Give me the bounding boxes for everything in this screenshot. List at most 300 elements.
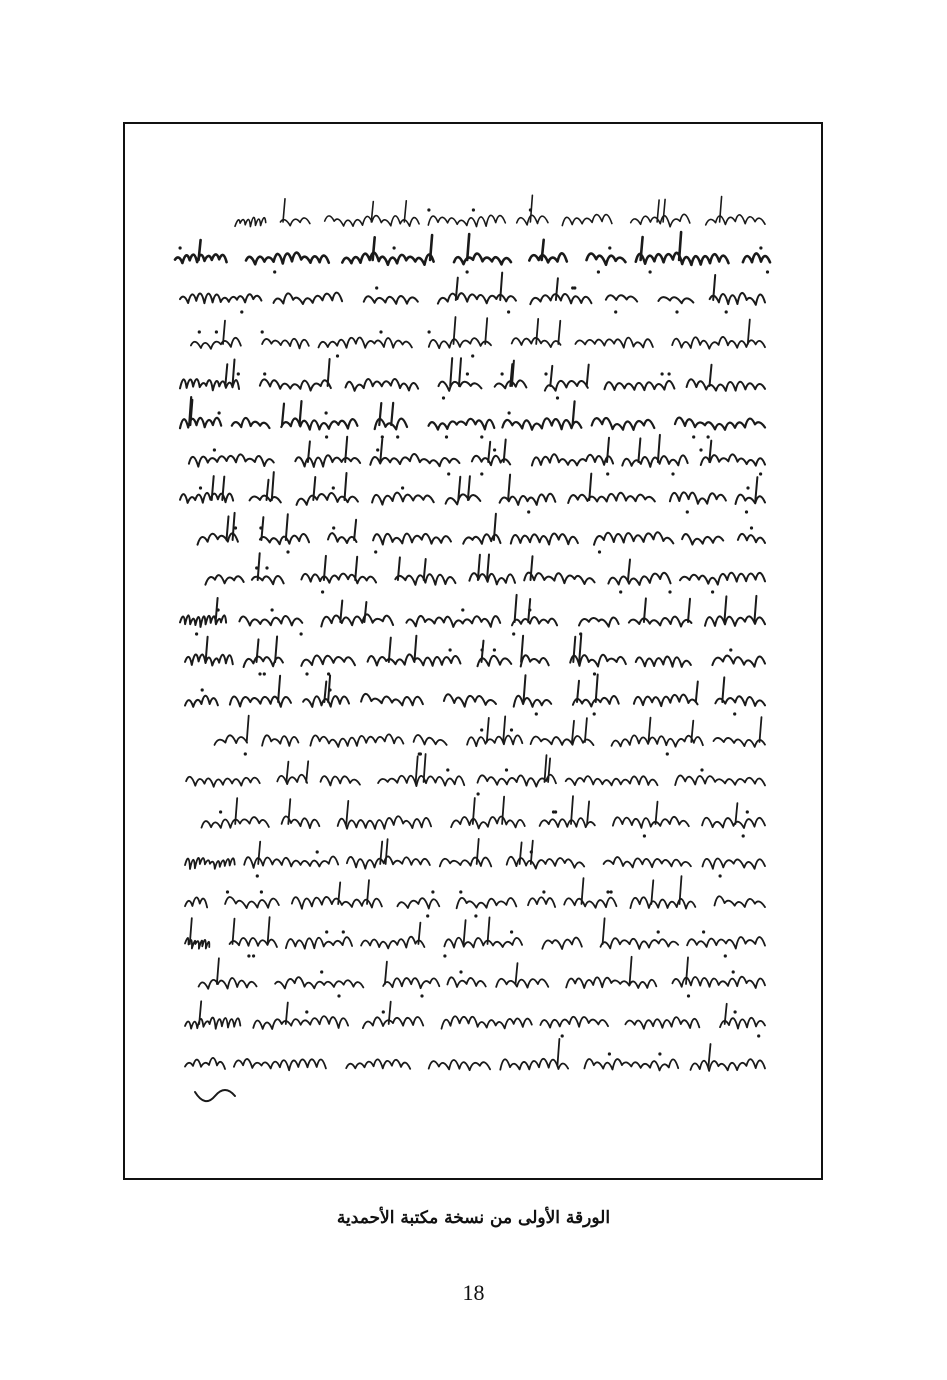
- handwritten-dot: [501, 372, 504, 375]
- handwritten-word-stroke: [625, 1017, 699, 1029]
- handwritten-dot: [213, 448, 216, 451]
- handwritten-word-stroke: [185, 858, 235, 869]
- handwritten-ascender-stroke: [607, 438, 609, 462]
- handwritten-word-stroke: [292, 897, 382, 909]
- handwritten-word-stroke: [180, 418, 221, 428]
- handwritten-dot: [606, 890, 609, 893]
- handwritten-ascender-stroke: [328, 359, 330, 386]
- handwritten-ascender-stroke: [663, 199, 665, 222]
- handwritten-word-stroke: [414, 735, 447, 745]
- handwritten-word-stroke: [275, 977, 363, 988]
- handwritten-word-stroke: [703, 858, 766, 868]
- handwritten-ascender-stroke: [424, 754, 426, 782]
- handwritten-ascender-stroke: [286, 762, 288, 782]
- handwritten-word-stroke: [205, 575, 243, 585]
- handwritten-ascender-stroke: [724, 596, 726, 622]
- handwritten-dot: [445, 435, 448, 438]
- handwritten-dot: [745, 510, 748, 513]
- handwritten-dot: [481, 648, 484, 651]
- handwritten-word-stroke: [528, 897, 555, 907]
- handwritten-ascender-stroke: [628, 560, 630, 581]
- handwritten-dot: [418, 752, 421, 755]
- handwritten-dot: [657, 930, 660, 933]
- handwritten-dot: [724, 954, 727, 957]
- handwritten-word-stroke: [346, 379, 419, 391]
- handwritten-dot: [252, 954, 255, 957]
- handwritten-word-stroke: [738, 534, 765, 543]
- handwritten-ascender-stroke: [450, 358, 452, 386]
- handwritten-word-stroke: [687, 379, 765, 391]
- handwritten-dot: [649, 270, 652, 273]
- handwritten-dot: [675, 310, 678, 313]
- handwritten-word-stroke: [372, 493, 434, 505]
- handwritten-word-stroke: [512, 617, 557, 625]
- handwritten-dot: [593, 672, 596, 675]
- handwritten-ascender-stroke: [587, 801, 589, 824]
- handwritten-ascender-stroke: [488, 442, 490, 462]
- handwritten-dot: [707, 435, 710, 438]
- handwritten-word-stroke: [321, 614, 393, 626]
- handwritten-word-stroke: [720, 1018, 765, 1029]
- handwritten-dot: [529, 208, 532, 211]
- handwritten-dot: [258, 672, 261, 675]
- handwritten-word-stroke: [262, 339, 309, 349]
- handwritten-word-stroke: [622, 455, 687, 466]
- handwritten-ascender-stroke: [536, 319, 538, 344]
- handwritten-ascender-stroke: [386, 839, 388, 864]
- handwritten-word-stroke: [568, 493, 655, 503]
- handwritten-dot: [512, 632, 515, 635]
- handwritten-word-stroke: [364, 296, 418, 304]
- handwritten-ascender-stroke: [558, 321, 560, 344]
- handwritten-dot: [658, 1052, 661, 1055]
- handwritten-ascender-stroke: [286, 514, 288, 540]
- handwritten-dot: [493, 448, 496, 451]
- handwritten-word-stroke: [579, 617, 619, 626]
- handwritten-word-stroke: [186, 777, 260, 787]
- handwritten-word-stroke: [250, 496, 281, 503]
- handwritten-word-stroke: [584, 1059, 678, 1070]
- handwritten-manuscript-image: [125, 124, 821, 1178]
- handwritten-word-stroke: [714, 738, 766, 747]
- handwritten-word-stroke: [429, 338, 491, 348]
- handwritten-ascender-stroke: [754, 596, 756, 622]
- handwritten-dot: [508, 411, 511, 414]
- handwritten-word-stroke: [682, 534, 723, 545]
- handwritten-ascender-stroke: [391, 403, 393, 425]
- handwritten-word-stroke: [185, 1018, 240, 1029]
- handwritten-dot: [556, 396, 559, 399]
- handwritten-ascender-stroke: [587, 365, 589, 386]
- handwritten-word-stroke: [429, 419, 495, 430]
- handwritten-ascender-stroke: [485, 318, 487, 344]
- handwritten-word-stroke: [705, 616, 765, 626]
- handwritten-word-stroke: [230, 938, 277, 947]
- handwritten-dot: [750, 526, 753, 529]
- handwritten-dot: [446, 768, 449, 771]
- handwritten-word-stroke: [428, 215, 505, 226]
- handwritten-ascender-stroke: [385, 962, 387, 984]
- handwritten-dot: [480, 728, 483, 731]
- handwritten-dot: [530, 850, 533, 853]
- handwritten-word-stroke: [440, 858, 491, 867]
- handwritten-dot: [342, 930, 345, 933]
- handwritten-dot: [610, 890, 613, 893]
- handwritten-dot: [234, 526, 237, 529]
- handwritten-dot: [215, 330, 218, 333]
- handwritten-dot: [286, 550, 289, 553]
- handwritten-word-stroke: [529, 253, 567, 262]
- handwritten-dot: [668, 590, 671, 593]
- handwritten-dot: [420, 994, 423, 997]
- handwritten-dot: [474, 914, 477, 917]
- handwritten-word-stroke: [301, 655, 355, 665]
- handwritten-dot: [305, 672, 308, 675]
- handwritten-dot: [201, 688, 204, 691]
- handwritten-word-stroke: [406, 616, 500, 627]
- handwritten-ascender-stroke: [520, 842, 522, 864]
- handwritten-ascender-stroke: [212, 476, 214, 500]
- handwritten-dot: [700, 768, 703, 771]
- handwritten-word-stroke: [454, 254, 511, 265]
- handwritten-ascender-stroke: [258, 842, 260, 864]
- handwritten-word-stroke: [185, 1058, 225, 1069]
- handwritten-ascender-stroke: [582, 878, 584, 904]
- handwritten-dot: [316, 850, 319, 853]
- handwritten-ascender-stroke: [545, 755, 547, 782]
- page-number: 18: [462, 1280, 485, 1305]
- handwritten-word-stroke: [180, 379, 239, 390]
- handwritten-word-stroke: [629, 617, 692, 627]
- handwritten-word-stroke: [185, 696, 218, 707]
- handwritten-word-stroke: [613, 817, 689, 828]
- handwritten-dot: [247, 954, 250, 957]
- handwritten-dot: [300, 632, 303, 635]
- handwritten-dot: [325, 930, 328, 933]
- handwritten-ascender-stroke: [515, 595, 517, 622]
- handwritten-word-stroke: [604, 857, 691, 867]
- handwritten-dot: [376, 448, 379, 451]
- handwritten-word-stroke: [601, 938, 679, 949]
- handwritten-ascender-stroke: [516, 963, 518, 984]
- handwritten-dot: [461, 608, 464, 611]
- handwritten-dot: [729, 648, 732, 651]
- handwritten-word-stroke: [185, 654, 233, 665]
- handwritten-dot: [472, 208, 475, 211]
- handwritten-dot: [757, 1034, 760, 1037]
- handwritten-dot: [240, 310, 243, 313]
- handwritten-word-stroke: [282, 816, 320, 828]
- handwritten-word-stroke: [566, 776, 658, 785]
- handwritten-ascender-stroke: [233, 919, 235, 944]
- handwritten-dot: [734, 1010, 737, 1013]
- handwritten-ascender-stroke: [760, 717, 762, 742]
- handwritten-dot: [759, 246, 762, 249]
- handwritten-ascender-stroke: [710, 365, 712, 386]
- handwritten-ascender-stroke: [542, 240, 544, 260]
- handwritten-word-stroke: [511, 534, 578, 545]
- handwritten-dot: [375, 286, 378, 289]
- handwritten-word-stroke: [502, 418, 581, 429]
- handwritten-word-stroke: [239, 616, 302, 625]
- handwritten-word-stroke: [444, 938, 522, 948]
- handwritten-word-stroke: [180, 615, 226, 627]
- handwritten-dot: [643, 834, 646, 837]
- handwritten-dot: [396, 435, 399, 438]
- handwritten-word-stroke: [514, 696, 552, 707]
- handwritten-word-stroke: [715, 896, 766, 907]
- handwritten-ascender-stroke: [508, 475, 510, 500]
- handwritten-dot: [321, 590, 324, 593]
- handwritten-ascender-stroke: [346, 801, 348, 824]
- handwritten-word-stroke: [383, 978, 439, 988]
- handwritten-word-stroke: [346, 1059, 410, 1068]
- handwritten-word-stroke: [397, 898, 439, 908]
- handwritten-dot: [259, 526, 262, 529]
- handwritten-ascender-stroke: [257, 639, 259, 662]
- handwritten-word-stroke: [594, 532, 673, 545]
- handwritten-dot: [535, 712, 538, 715]
- handwritten-word-stroke: [710, 293, 765, 305]
- handwritten-ascender-stroke: [199, 1001, 201, 1024]
- handwritten-dot: [733, 712, 736, 715]
- handwritten-dot: [332, 526, 335, 529]
- handwritten-word-stroke: [670, 492, 726, 503]
- handwritten-word-stroke: [378, 776, 464, 786]
- handwritten-word-stroke: [634, 695, 698, 706]
- handwritten-ascender-stroke: [548, 758, 550, 782]
- handwritten-word-stroke: [451, 816, 525, 828]
- handwritten-ascender-stroke: [630, 957, 632, 984]
- handwritten-ascender-stroke: [217, 958, 219, 984]
- handwritten-word-stroke: [281, 418, 357, 429]
- handwritten-ascender-stroke: [688, 599, 690, 622]
- handwritten-word-stroke: [277, 775, 307, 784]
- handwritten-dot: [218, 411, 221, 414]
- handwritten-ascender-stroke: [247, 716, 249, 742]
- handwritten-dot: [325, 411, 328, 414]
- handwritten-dot: [427, 208, 430, 211]
- handwritten-word-stroke: [189, 454, 274, 466]
- handwritten-word-stroke: [342, 253, 433, 265]
- handwritten-dot: [260, 890, 263, 893]
- handwritten-dot: [507, 310, 510, 313]
- handwritten-dot: [746, 486, 749, 489]
- handwritten-word-stroke: [743, 253, 770, 262]
- handwritten-dot: [325, 435, 328, 438]
- handwritten-word-stroke: [564, 898, 616, 908]
- handwritten-dot: [265, 566, 268, 569]
- handwritten-ascender-stroke: [603, 918, 605, 944]
- handwritten-dot: [711, 590, 714, 593]
- handwritten-dot: [374, 550, 377, 553]
- handwritten-ascender-stroke: [709, 1044, 711, 1066]
- handwritten-word-stroke: [225, 897, 279, 908]
- handwritten-ascender-stroke: [424, 559, 426, 580]
- handwritten-word-stroke: [540, 1017, 608, 1028]
- handwritten-word-stroke: [691, 1059, 766, 1071]
- handwritten-ascender-stroke: [467, 234, 469, 260]
- handwritten-dot: [459, 890, 462, 893]
- handwritten-dot: [493, 648, 496, 651]
- handwritten-word-stroke: [606, 295, 637, 301]
- handwritten-dot: [337, 994, 340, 997]
- handwritten-dot: [393, 246, 396, 249]
- handwritten-word-stroke: [246, 253, 329, 265]
- handwritten-dot: [661, 372, 664, 375]
- handwritten-dot: [447, 472, 450, 475]
- handwritten-word-stroke: [672, 337, 765, 349]
- handwritten-ascender-stroke: [550, 366, 552, 386]
- handwritten-word-stroke: [702, 818, 765, 828]
- handwritten-ascender-stroke: [354, 520, 356, 540]
- handwritten-ascender-stroke: [596, 675, 598, 703]
- handwritten-ascender-stroke: [340, 601, 342, 623]
- handwritten-word-stroke: [180, 493, 233, 503]
- handwritten-ascender-stroke: [300, 401, 302, 425]
- handwritten-word-stroke: [736, 495, 766, 504]
- handwritten-dot: [686, 510, 689, 513]
- handwritten-dot: [199, 486, 202, 489]
- handwritten-word-stroke: [608, 573, 670, 585]
- handwritten-dot: [255, 566, 258, 569]
- handwritten-ascender-stroke: [283, 199, 285, 222]
- handwritten-word-stroke: [199, 978, 257, 989]
- handwritten-word-stroke: [542, 938, 582, 949]
- handwritten-ascender-stroke: [696, 682, 698, 703]
- handwritten-word-stroke: [631, 214, 690, 226]
- handwritten-word-stroke: [230, 697, 291, 707]
- handwritten-word-stroke: [191, 338, 241, 349]
- handwritten-dot: [725, 310, 728, 313]
- handwritten-dot: [692, 435, 695, 438]
- handwritten-dot: [256, 874, 259, 877]
- handwritten-dot: [480, 435, 483, 438]
- handwritten-word-stroke: [180, 294, 261, 304]
- handwritten-dot: [271, 608, 274, 611]
- handwritten-word-stroke: [587, 254, 626, 265]
- handwritten-dot: [702, 930, 705, 933]
- handwritten-ascender-stroke: [272, 472, 274, 500]
- handwritten-dot: [732, 970, 735, 973]
- handwritten-word-stroke: [521, 655, 549, 666]
- handwritten-ascender-stroke: [364, 602, 366, 622]
- handwritten-dot: [273, 270, 276, 273]
- handwritten-dot: [401, 486, 404, 489]
- handwritten-word-stroke: [262, 735, 298, 746]
- handwritten-word-stroke: [612, 735, 703, 746]
- handwritten-word-stroke: [467, 735, 522, 746]
- handwritten-word-stroke: [260, 379, 331, 390]
- handwritten-word-stroke: [712, 656, 765, 667]
- handwritten-dot: [671, 472, 674, 475]
- handwritten-dot: [528, 608, 531, 611]
- handwritten-word-stroke: [636, 253, 729, 265]
- handwritten-ascender-stroke: [656, 802, 658, 824]
- handwritten-ascender-stroke: [416, 756, 418, 782]
- handwritten-word-stroke: [185, 897, 207, 907]
- handwritten-word-stroke: [303, 696, 349, 707]
- handwritten-word-stroke: [235, 217, 266, 226]
- handwritten-ascender-stroke: [585, 718, 587, 742]
- handwritten-word-stroke: [361, 937, 424, 949]
- handwritten-word-stroke: [338, 816, 431, 829]
- handwritten-ascender-stroke: [278, 676, 280, 702]
- handwritten-dot: [510, 930, 513, 933]
- handwritten-dot: [573, 286, 576, 289]
- handwritten-dot: [466, 270, 469, 273]
- handwritten-dot: [381, 435, 384, 438]
- handwritten-word-stroke: [605, 381, 675, 390]
- handwritten-dot: [699, 448, 702, 451]
- handwritten-word-stroke: [319, 337, 412, 347]
- handwritten-word-stroke: [575, 338, 652, 348]
- handwritten-dot: [442, 396, 445, 399]
- handwritten-word-stroke: [530, 294, 591, 304]
- handwritten-ascender-stroke: [227, 516, 229, 540]
- handwritten-word-stroke: [675, 775, 765, 785]
- handwritten-word-stroke: [280, 218, 310, 226]
- handwritten-word-stroke: [507, 857, 584, 869]
- handwritten-dot: [237, 372, 240, 375]
- handwritten-word-stroke: [347, 856, 430, 868]
- handwritten-dot: [480, 472, 483, 475]
- handwritten-ascender-stroke: [573, 637, 575, 662]
- handwritten-dot: [459, 970, 462, 973]
- handwritten-word-stroke: [592, 418, 655, 430]
- handwritten-word-stroke: [531, 736, 594, 745]
- handwritten-dot: [195, 632, 198, 635]
- handwritten-ascender-stroke: [722, 677, 724, 702]
- handwritten-dot: [471, 354, 474, 357]
- handwritten-word-stroke: [244, 657, 283, 667]
- handwritten-closing-word: [195, 1090, 235, 1101]
- handwritten-word-stroke: [185, 938, 209, 949]
- handwritten-ascender-stroke: [355, 557, 357, 580]
- handwritten-ascender-stroke: [679, 232, 681, 260]
- handwritten-word-stroke: [532, 454, 613, 465]
- handwritten-word-stroke: [260, 534, 309, 544]
- handwritten-dot: [614, 310, 617, 313]
- handwritten-word-stroke: [630, 897, 695, 908]
- handwritten-dot: [379, 330, 382, 333]
- handwritten-word-stroke: [310, 734, 403, 747]
- handwritten-word-stroke: [363, 1017, 423, 1028]
- handwritten-dot: [261, 330, 264, 333]
- handwritten-word-stroke: [446, 494, 481, 504]
- handwritten-ascender-stroke: [755, 477, 757, 500]
- handwritten-dot: [668, 372, 671, 375]
- handwritten-dot: [198, 330, 201, 333]
- handwritten-ascender-stroke: [658, 435, 660, 462]
- handwritten-dot: [606, 472, 609, 475]
- handwritten-word-stroke: [496, 979, 548, 988]
- handwritten-ascender-stroke: [379, 403, 381, 425]
- handwritten-dot: [608, 246, 611, 249]
- handwritten-dot: [219, 810, 222, 813]
- handwritten-word-stroke: [395, 574, 455, 585]
- handwritten-word-stroke: [370, 454, 459, 466]
- handwritten-ascender-stroke: [686, 957, 688, 984]
- handwritten-word-stroke: [469, 573, 515, 584]
- handwritten-ascender-stroke: [487, 718, 489, 742]
- handwritten-dot: [226, 890, 229, 893]
- handwritten-dot: [466, 372, 469, 375]
- handwritten-dot: [608, 1052, 611, 1055]
- handwritten-dot: [305, 1010, 308, 1013]
- handwritten-word-stroke: [232, 418, 270, 428]
- figure-caption: الورقة الأولى من نسخة مكتبة الأحمدية: [336, 1208, 611, 1228]
